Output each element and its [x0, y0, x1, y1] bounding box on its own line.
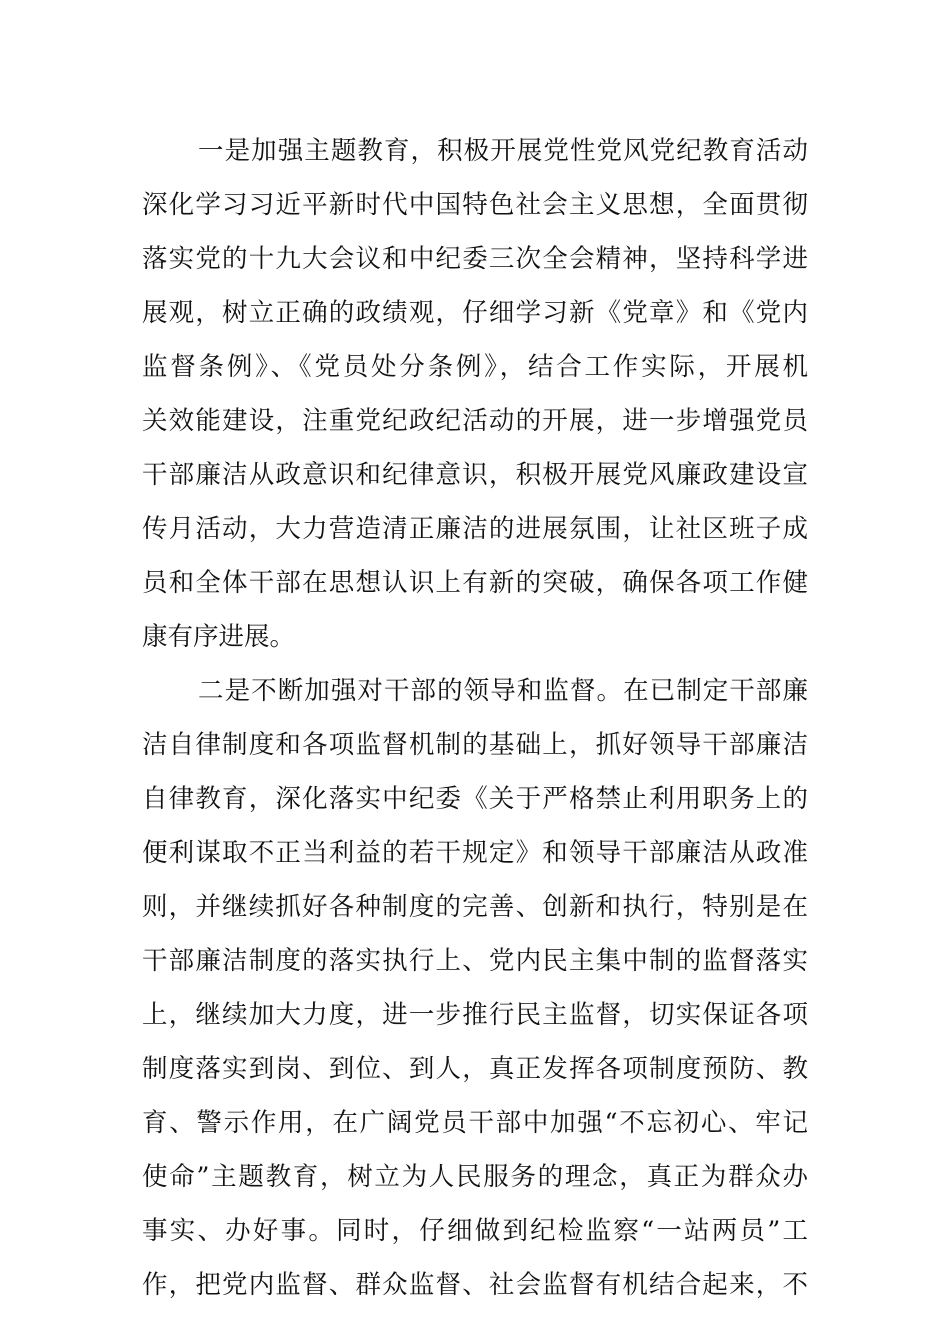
paragraph-2	[142, 664, 808, 1312]
paragraph-1	[142, 124, 808, 664]
text-line: 展观，树立正确的政绩观，仔细学习新《党章》和《党内	[142, 298, 808, 328]
text-line: 干部廉洁从政意识和纪律意识，积极开展党风廉政建设宣	[142, 460, 808, 490]
text-line: 便利谋取不正当利益的若干规定》和领导干部廉洁从政准	[142, 838, 808, 868]
text-line: 洁自律制度和各项监督机制的基础上，抓好领导干部廉洁	[142, 730, 808, 760]
document-body	[142, 124, 808, 1312]
text-line: 自律教育，深化落实中纪委《关于严格禁止利用职务上的	[142, 784, 808, 814]
text-line: 二是不断加强对干部的领导和监督。在已制定干部廉	[198, 676, 808, 706]
text-line: 传月活动，大力营造清正廉洁的进展氛围，让社区班子成	[142, 514, 808, 544]
text-line: 一是加强主题教育，积极开展党性党风党纪教育活动	[198, 136, 808, 166]
text-line: 育、警示作用，在广阔党员干部中加强“不忘初心、牢记	[142, 1108, 808, 1138]
text-line: 康有序进展。	[142, 622, 296, 652]
text-line: 制度落实到岗、到位、到人，真正发挥各项制度预防、教	[142, 1054, 808, 1084]
text-line: 员和全体干部在思想认识上有新的突破，确保各项工作健	[142, 568, 808, 598]
text-line: 监督条例》、《党员处分条例》，结合工作实际，开展机	[142, 352, 808, 382]
text-line: 深化学习习近平新时代中国特色社会主义思想，全面贯彻	[142, 190, 808, 220]
text-line: 则，并继续抓好各种制度的完善、创新和执行，特别是在	[142, 892, 808, 922]
text-line: 作，把党内监督、群众监督、社会监督有机结合起来，不	[142, 1270, 808, 1300]
text-line: 落实党的十九大会议和中纪委三次全会精神，坚持科学进	[142, 244, 808, 274]
text-line: 上，继续加大力度，进一步推行民主监督，切实保证各项	[142, 1000, 808, 1030]
text-line: 关效能建设，注重党纪政纪活动的开展，进一步增强党员	[142, 406, 808, 436]
text-line: 事实、办好事。同时，仔细做到纪检监察“一站两员”工	[142, 1216, 808, 1246]
text-line: 使命”主题教育，树立为人民服务的理念，真正为群众办	[142, 1162, 808, 1192]
text-line: 干部廉洁制度的落实执行上、党内民主集中制的监督落实	[142, 946, 808, 976]
